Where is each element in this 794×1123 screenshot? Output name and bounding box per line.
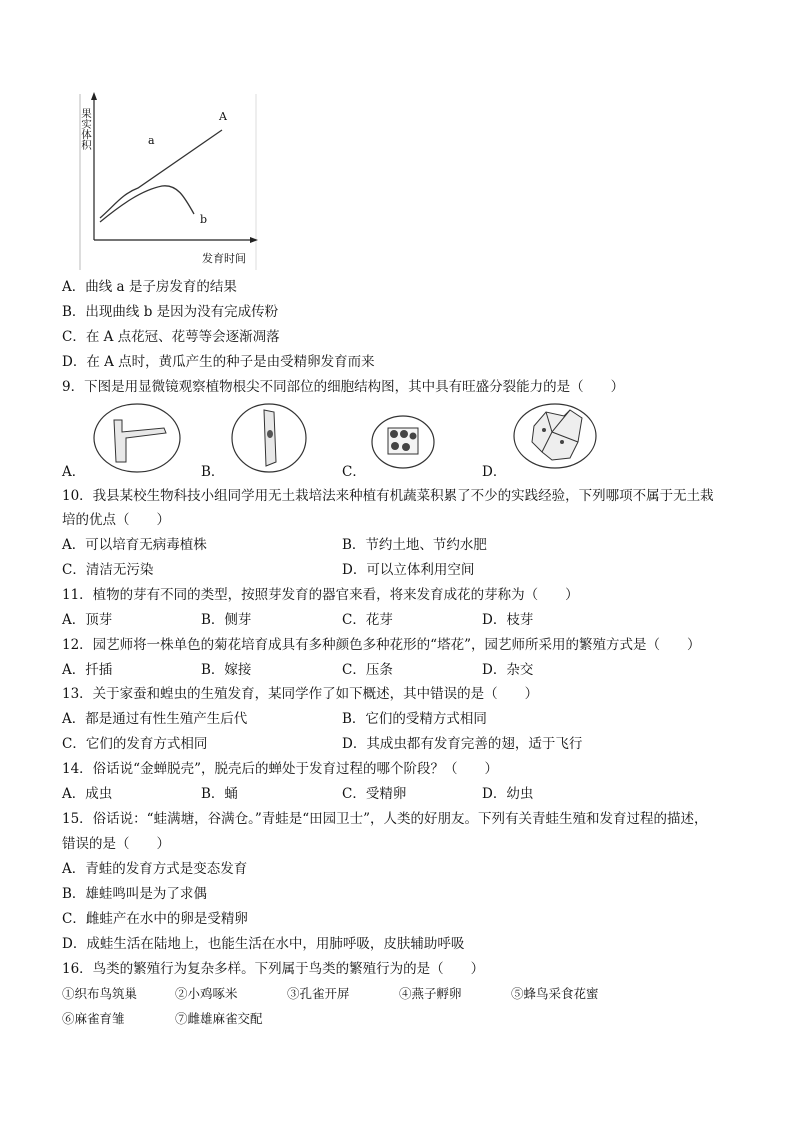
q16-stem: 16．鸟类的繁殖行为复杂多样。下列属于鸟类的繁殖行为的是（ ） [62,961,485,977]
q11-option-b: B．侧芽 [201,612,252,628]
q15-option-c: C．雌蛙产在水中的卵是受精卵 [62,911,248,927]
q15-stem-line2: 错误的是（ ） [62,836,170,852]
q15-option-d: D．成蛙生活在陆地上，也能生活在水中，用肺呼吸，皮肤辅助呼吸 [62,936,465,952]
q12-stem: 12．园艺师将一株单色的菊花培育成具有多种颜色多种花形的“塔花”，园艺师所采用的繁殖方式是（ ） [62,637,701,653]
cell-d-figure [512,402,598,470]
q10-option-a: A．可以培育无病毒植株 [62,537,207,553]
y-axis-label: 果实体积 [80,108,92,150]
q8-option-c: C．在 A 点花冠、花萼等会逐渐凋落 [62,329,280,345]
cell-c-figure [370,414,436,470]
q14-option-b: B．蛹 [201,786,238,802]
q16-item-5: ⑤蜂鸟采食花蜜 [511,986,599,1001]
q14-stem: 14．俗话说“金蝉脱壳”，脱壳后的蝉处于发育过程的哪个阶段？（ ） [62,761,498,777]
q11-option-d: D．枝芽 [482,612,534,628]
q8-option-d: D．在 A 点时，黄瓜产生的种子是由受精卵发育而来 [62,354,375,370]
q10-option-b: B．节约土地、节约水肥 [342,537,487,553]
q16-item-7: ⑦雌雄麻雀交配 [175,1011,263,1026]
q16-item-2: ②小鸡啄米 [175,986,238,1001]
q12-option-c: C．压条 [342,662,393,678]
q9-label-b: B． [201,464,225,480]
q15-stem-line1: 15．俗话说：“蛙满塘，谷满仓。”青蛙是“田园卫士”，人类的好朋友。下列有关青蛙生殖和发育过程的描述， [62,811,708,827]
q10-stem-line2: 培的优点（ ） [62,512,170,528]
q9-label-c: C． [342,464,366,480]
cell-a-figure [92,402,182,474]
q11-option-c: C．花芽 [342,612,393,628]
curve-a [100,130,222,218]
q12-option-a: A．扦插 [62,662,113,678]
q11-option-a: A．顶芽 [62,612,113,628]
q10-option-c: C．清洁无污染 [62,562,154,578]
q8-option-b: B．出现曲线 b 是因为没有完成传粉 [62,304,279,320]
curve-a-label: a [148,134,155,147]
q14-option-a: A．成虫 [62,786,113,802]
q14-option-d: D．幼虫 [482,786,534,802]
q16-item-3: ③孔雀开屏 [287,986,350,1001]
q9-label-d: D． [482,464,507,480]
q15-option-a: A．青蛙的发育方式是变态发育 [62,861,248,877]
q8-option-a: A．曲线 a 是子房发育的结果 [62,279,237,295]
q13-option-d: D．其成虫都有发育完善的翅，适于飞行 [342,736,583,752]
q16-item-4: ④燕子孵卵 [399,986,462,1001]
q12-option-d: D．杂交 [482,662,534,678]
q13-option-a: A．都是通过有性生殖产生后代 [62,711,248,727]
q9-stem: 9．下图是用显微镜观察植物根尖不同部位的细胞结构图，其中具有旺盛分裂能力的是（ ） [62,379,625,395]
q16-item-6: ⑥麻雀育雏 [62,1011,125,1026]
q13-option-c: C．它们的发育方式相同 [62,736,208,752]
x-axis-label: 发育时间 [202,252,246,265]
q16-item-1: ①织布鸟筑巢 [62,986,138,1001]
q15-option-b: B．雄蛙鸣叫是为了求偶 [62,886,207,902]
q10-option-d: D．可以立体利用空间 [342,562,475,578]
q11-stem: 11．植物的芽有不同的类型，按照芽发育的器官来看，将来发育成花的芽称为（ ） [62,587,579,603]
fruit-growth-graph [62,92,262,272]
point-a-label: A [219,110,227,123]
curve-b-label: b [200,213,208,226]
q13-option-b: B．它们的受精方式相同 [342,711,487,727]
cell-b-figure [230,402,308,474]
q9-label-a: A． [62,464,86,480]
q13-stem: 13．关于家蚕和蝗虫的生殖发育，某同学作了如下概述，其中错误的是（ ） [62,686,539,702]
q12-option-b: B．嫁接 [201,662,252,678]
q14-option-c: C．受精卵 [342,786,407,802]
q10-stem-line1: 10．我县某校生物科技小组同学用无土栽培法来种植有机蔬菜积累了不少的实践经验，下列哪项不属于无土栽 [62,488,714,504]
